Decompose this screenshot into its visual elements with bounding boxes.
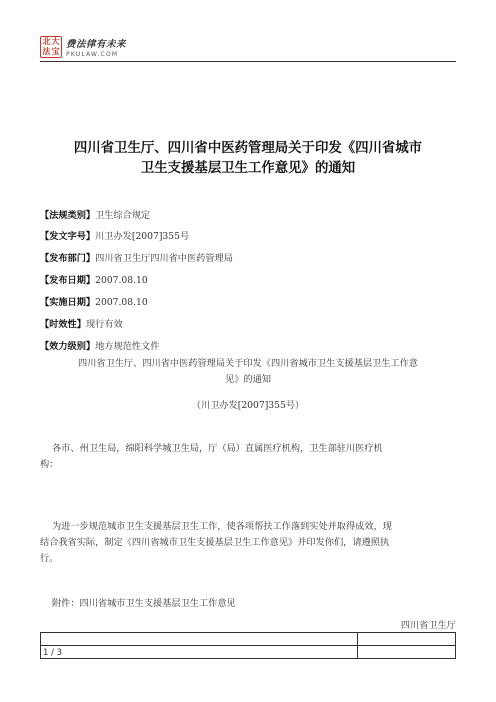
- meta-publish-date: 【发布日期】2007.08.10: [40, 275, 148, 286]
- notice-doc-number: （川卫办发[2007]355号）: [191, 400, 305, 411]
- brand-url: PKULAW.COM: [66, 51, 119, 58]
- brand-slogan: 费法律有未来: [66, 39, 127, 50]
- pkulaw-seal-icon: 北 大 法 宝: [40, 36, 62, 58]
- footer-table: [40, 632, 456, 659]
- page-indicator: 1 / 3: [43, 648, 63, 658]
- attachment-line: 附件：四川省城市卫生支援基层卫生工作意见: [52, 598, 236, 609]
- signature: 四川省卫生厅: [400, 620, 456, 631]
- meta-category: 【法规类别】卫生综合规定: [40, 210, 151, 221]
- header-divider: [40, 61, 456, 62]
- meta-doc-number: 【发文字号】川卫办发[2007]355号: [40, 231, 190, 242]
- meta-effective-date: 【实施日期】2007.08.10: [40, 297, 148, 308]
- notice-heading: 四川省卫生厅、四川省中医药管理局关于印发《四川省城市卫生支援基层卫生工作意 见》的通知: [78, 358, 418, 385]
- body-paragraph: 为进一步规范城市卫生支援基层卫生工作，使各项帮扶工作落到实处并取得成效，现 结合我省实际，制定《四川省城市卫生支援基层卫生工作意见》并印发你们，请遵照执 行。: [40, 521, 392, 564]
- meta-validity: 【时效性】现行有效: [40, 319, 123, 330]
- addressee: 各市、州卫生局，绵阳科学城卫生局，厅（局）直属医疗机构，卫生部驻川医疗机 构：: [40, 443, 383, 470]
- meta-issuer: 【发布部门】四川省卫生厅四川省中医药管理局: [40, 253, 233, 264]
- document-title: 四川省卫生厅、四川省中医药管理局关于印发《四川省城市 卫生支援基层卫生工作意见》的通知: [73, 141, 423, 176]
- pkulaw-logo: [40, 36, 126, 58]
- meta-level: 【效力级别】地方规范性文件: [40, 341, 160, 352]
